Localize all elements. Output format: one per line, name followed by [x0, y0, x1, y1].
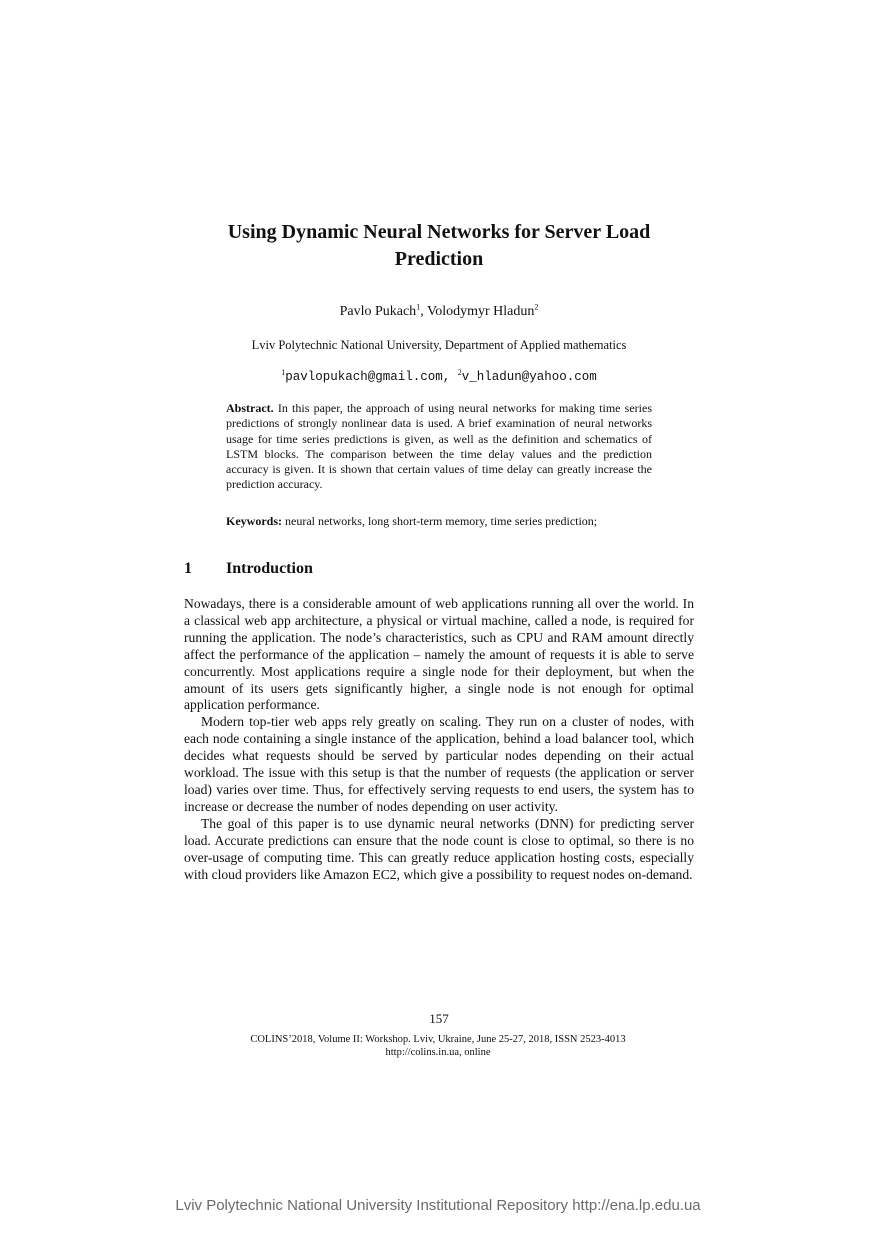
abstract — [226, 401, 652, 493]
keywords-text: neural networks, long short-term memory, time series prediction; — [282, 514, 598, 528]
title-line-1: Using Dynamic Neural Networks for Server Load — [227, 221, 651, 243]
affiliation: Lviv Polytechnic National University, Department of Applied mathematics — [251, 338, 627, 352]
body-paragraph: The goal of this paper is to use dynamic neural networks (DNN) for predicting server load. Accurate predictions can ensure that the node count is close to optimal, so there is no over-usage of computing time. This can greatly reduce application hosting costs, especially with cloud providers like Amazon EC2, which give a possibility to request nodes on-demand. — [184, 815, 694, 882]
abstract-label: Abstract. — [226, 401, 274, 415]
repository-watermark: Lviv Polytechnic National University Institutional Repository http://ena.lp.edu.ua — [175, 1197, 701, 1214]
section-heading — [184, 558, 694, 580]
author-name: Pavlo Pukach — [339, 304, 417, 319]
body-paragraph: Nowadays, there is a considerable amount of web applications running all over the world. In a classical web app architecture, a physical or virtual machine, called a node, is required for running the application. The node’s characteristics, such as CPU and RAM amount directly affect the performance of the application – namely the amount of requests it is able to serve concurrently. Most applications require a single node for their deployment, but when the amount of its users gets significantly higher, a single node is not enough for optimal application performance. — [184, 596, 694, 713]
body-paragraph: Modern top-tier web apps rely greatly on scaling. They run on a cluster of nodes, with each node containing a single instance of the application, behind a load balancer tool, which decides what requests should be served by particular nodes depending on their actual workload. The issue with this setup is that the number of requests (the application or server load) varies over time. Thus, for effectively serving requests to end users, the system has to increase or decrease the number of nodes depending on user activity. — [184, 714, 694, 814]
paper-title — [184, 219, 694, 273]
page-number: 157 — [429, 1011, 449, 1026]
keywords — [226, 513, 652, 529]
author-list — [184, 303, 694, 321]
email-separator: , — [442, 370, 458, 384]
email-link[interactable]: pavlopukach@gmail.com — [285, 370, 443, 384]
email-mark: 2 — [457, 367, 462, 377]
author-emails — [184, 368, 694, 386]
section-title: Introduction — [226, 560, 313, 577]
author-affiliation-mark: 1 — [416, 302, 421, 312]
section-number: 1 — [184, 560, 192, 577]
conference-url[interactable]: http://colins.in.ua, online — [385, 1047, 491, 1058]
conference-info: COLINS’2018, Volume II: Workshop. Lviv, Ukraine, June 25-27, 2018, ISSN 2523-4013 — [250, 1034, 626, 1045]
author-affiliation-mark: 2 — [534, 302, 539, 312]
keywords-label: Keywords: — [226, 514, 282, 528]
abstract-text: In this paper, the approach of using neural networks for making time series predictions of strongly nonlinear data is used. A brief examination of neural networks usage for time series predictions is given, as well as the definition and schematics of LSTM blocks. The comparison between the time delay values and the prediction accuracy is given. It is shown that certain values of time delay can greatly increase the prediction accuracy. — [226, 401, 652, 492]
email-mark: 1 — [281, 367, 286, 377]
author-name: Volodymyr Hladun — [426, 304, 535, 319]
email-link[interactable]: v_hladun@yahoo.com — [461, 370, 597, 384]
section-body — [184, 596, 694, 883]
title-line-2: Prediction — [394, 248, 484, 270]
author-separator: , — [420, 304, 427, 319]
